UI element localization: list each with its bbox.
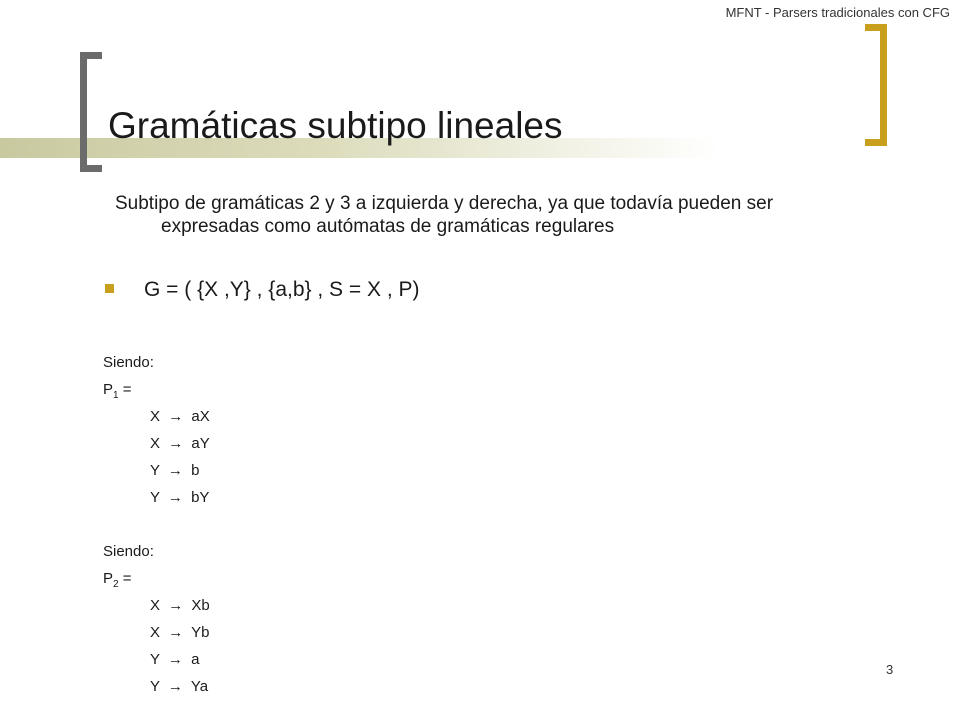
production-set-letter: P xyxy=(103,570,114,587)
production-rule xyxy=(103,403,210,430)
production-rule xyxy=(103,430,210,457)
header-note: MFNT - Parsers tradicionales con CFG xyxy=(725,5,950,20)
rule-rhs: Ya xyxy=(190,678,209,695)
production-set-equals: = xyxy=(118,570,132,587)
square-bullet-icon xyxy=(105,284,114,293)
production-rule xyxy=(103,592,210,619)
rule-lhs: Y xyxy=(150,462,160,479)
grammar-label: Siendo: xyxy=(103,354,154,371)
intro-text: Subtipo de gramáticas 2 y 3 a izquierda y derecha, ya que todavía pueden ser expresadas como autómatas de gramáticas regulares xyxy=(115,193,774,237)
arrow-icon: → xyxy=(168,597,184,614)
arrow-icon: → xyxy=(167,651,183,668)
arrow-icon: → xyxy=(168,624,184,641)
rule-rhs: bY xyxy=(191,489,210,506)
production-rule xyxy=(103,673,210,700)
production-rule xyxy=(103,457,210,484)
rule-lhs: X xyxy=(150,435,161,452)
page-number: 3 xyxy=(886,662,894,677)
slide-title: Gramáticas subtipo lineales xyxy=(108,105,563,146)
production-rule xyxy=(103,646,210,673)
grammar-definition-bullet xyxy=(105,278,419,302)
arrow-icon: → xyxy=(167,678,183,695)
production-set-subscript: 2 xyxy=(113,579,119,590)
right-bracket-decoration xyxy=(865,24,887,146)
grammar-definition-text: G = ( {X ,Y} , {a,b} , S = X , P) xyxy=(144,278,420,301)
rule-rhs: Yb xyxy=(191,624,210,641)
rule-lhs: Y xyxy=(150,678,160,695)
production-set-heading xyxy=(103,376,210,403)
grammar-block-1 xyxy=(103,349,210,511)
production-rule xyxy=(103,484,210,511)
rule-lhs: Y xyxy=(150,489,160,506)
arrow-icon: → xyxy=(167,462,183,479)
rule-rhs: b xyxy=(191,462,200,479)
production-set-subscript: 1 xyxy=(113,390,119,401)
arrow-icon: → xyxy=(167,489,183,506)
rule-lhs: X xyxy=(150,624,161,641)
rule-lhs: Y xyxy=(150,651,160,668)
rule-rhs: aX xyxy=(191,408,210,425)
rule-lhs: X xyxy=(150,597,161,614)
rule-rhs: aY xyxy=(191,435,210,452)
rule-rhs: a xyxy=(191,651,200,668)
grammar-label: Siendo: xyxy=(103,543,154,560)
production-set-equals: = xyxy=(118,381,132,398)
grammar-block-2 xyxy=(103,538,210,700)
arrow-icon: → xyxy=(168,408,184,425)
left-bracket-decoration xyxy=(80,52,102,172)
rule-lhs: X xyxy=(150,408,161,425)
production-set-letter: P xyxy=(103,381,114,398)
production-rule xyxy=(103,619,210,646)
arrow-icon: → xyxy=(168,435,184,452)
production-set-heading xyxy=(103,565,210,592)
rule-rhs: Xb xyxy=(191,597,210,614)
